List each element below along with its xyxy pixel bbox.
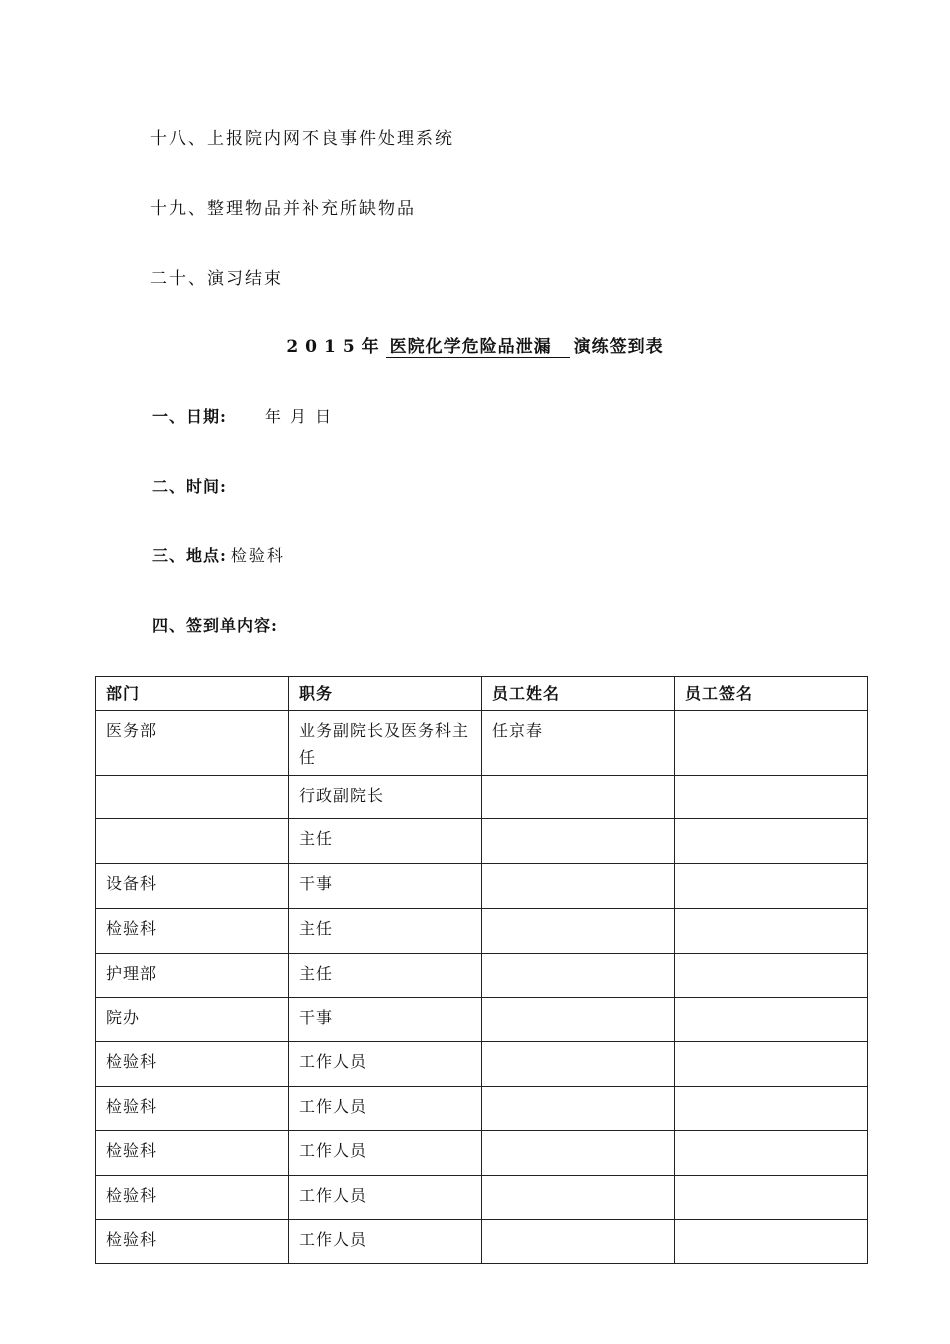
department-cell: 医务部 — [96, 711, 289, 776]
department-cell: 检验科 — [96, 1176, 289, 1220]
department-cell: 检验科 — [96, 1042, 289, 1087]
employee-name-cell — [482, 776, 675, 819]
department-cell: 设备科 — [96, 864, 289, 909]
date-value: 年 月 日 — [264, 407, 334, 426]
position-cell: 业务副院长及医务科主任 — [289, 711, 482, 776]
signature-cell[interactable] — [675, 1087, 868, 1131]
content-field — [152, 613, 278, 636]
position-cell: 工作人员 — [289, 1042, 482, 1087]
place-label: 三、地点: — [152, 546, 227, 565]
content-label: 四、签到单内容: — [152, 616, 278, 635]
step-20: 二十、演习结束 — [150, 269, 283, 289]
signature-cell[interactable] — [675, 776, 868, 819]
header-position: 职务 — [289, 677, 482, 711]
department-cell — [96, 776, 289, 819]
date-label: 一、日期: — [152, 407, 227, 426]
signature-cell[interactable] — [675, 819, 868, 864]
table-row — [96, 998, 868, 1042]
position-cell: 工作人员 — [289, 1087, 482, 1131]
signature-cell[interactable] — [675, 1220, 868, 1264]
header-employee-name: 员工姓名 — [482, 677, 675, 711]
position-cell: 主任 — [289, 909, 482, 954]
employee-name-cell — [482, 954, 675, 998]
signature-cell[interactable] — [675, 954, 868, 998]
signature-cell[interactable] — [675, 1176, 868, 1220]
table-row — [96, 864, 868, 909]
department-cell: 护理部 — [96, 954, 289, 998]
employee-name-cell — [482, 1042, 675, 1087]
position-cell: 主任 — [289, 954, 482, 998]
department-cell: 检验科 — [96, 1131, 289, 1176]
table-header-row — [96, 677, 868, 711]
employee-name-cell — [482, 819, 675, 864]
signature-cell[interactable] — [675, 1042, 868, 1087]
position-cell: 行政副院长 — [289, 776, 482, 819]
title-year: 2015年 — [286, 337, 386, 357]
table-row — [96, 711, 868, 776]
employee-name-cell: 任京春 — [482, 711, 675, 776]
step-19: 十九、整理物品并补充所缺物品 — [150, 199, 416, 219]
department-cell: 院办 — [96, 998, 289, 1042]
table-row — [96, 954, 868, 998]
table-row — [96, 1220, 868, 1264]
department-cell — [96, 819, 289, 864]
place-field — [152, 543, 285, 566]
employee-name-cell — [482, 909, 675, 954]
table-row — [96, 1042, 868, 1087]
employee-name-cell — [482, 1131, 675, 1176]
header-employee-signature: 员工签名 — [675, 677, 868, 711]
employee-name-cell — [482, 1220, 675, 1264]
signature-cell[interactable] — [675, 1131, 868, 1176]
title-suffix: 演练签到表 — [573, 337, 664, 357]
sign-in-sheet-title — [0, 332, 950, 358]
department-cell: 检验科 — [96, 1087, 289, 1131]
position-cell: 干事 — [289, 864, 482, 909]
table-row — [96, 1131, 868, 1176]
employee-name-cell — [482, 998, 675, 1042]
table-row — [96, 1176, 868, 1220]
department-cell: 检验科 — [96, 909, 289, 954]
title-event-name: 医院化学危险品泄漏 — [386, 337, 570, 358]
time-label: 二、时间: — [152, 477, 227, 496]
signature-cell[interactable] — [675, 864, 868, 909]
place-value: 检验科 — [230, 546, 285, 565]
table-row — [96, 909, 868, 954]
signature-cell[interactable] — [675, 909, 868, 954]
header-department: 部门 — [96, 677, 289, 711]
position-cell: 主任 — [289, 819, 482, 864]
step-18: 十八、上报院内网不良事件处理系统 — [150, 129, 454, 149]
time-field — [152, 474, 227, 497]
signature-cell[interactable] — [675, 998, 868, 1042]
employee-name-cell — [482, 1087, 675, 1131]
position-cell: 工作人员 — [289, 1176, 482, 1220]
table-row — [96, 776, 868, 819]
position-cell: 干事 — [289, 998, 482, 1042]
date-field — [152, 404, 333, 427]
signature-cell[interactable] — [675, 711, 868, 776]
sign-in-table — [95, 676, 868, 1264]
position-cell: 工作人员 — [289, 1131, 482, 1176]
table-row — [96, 819, 868, 864]
table-row — [96, 1087, 868, 1131]
employee-name-cell — [482, 1176, 675, 1220]
position-cell: 工作人员 — [289, 1220, 482, 1264]
employee-name-cell — [482, 864, 675, 909]
department-cell: 检验科 — [96, 1220, 289, 1264]
